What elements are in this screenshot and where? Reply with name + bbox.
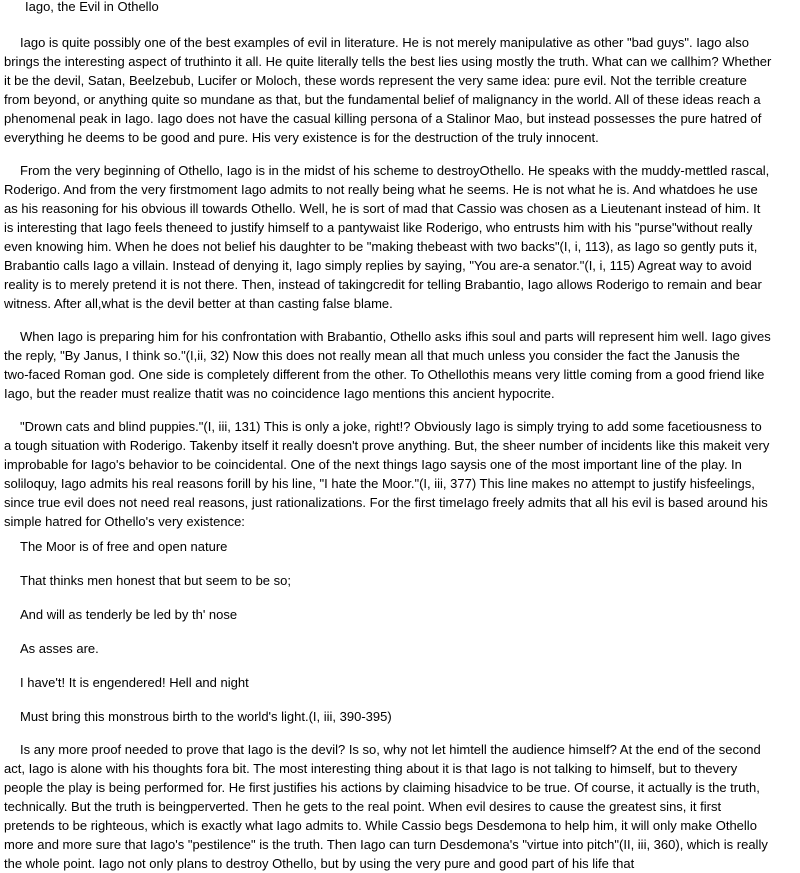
paragraph-line: as his reasoning for his obvious ill towards Othello. Well, he is sort of mad that Cassio was chosen as a Lieutenant instead of him. It — [4, 201, 761, 216]
paragraph-line: Is any more proof needed to prove that Iago is the devil? Is so, why not let himtell the audience himself? At the end of the second — [20, 742, 761, 757]
paragraph-line: pretends to be righteous, which is exactly what Iago admits to. While Cassio begs Desdemona to help him, it will only make Othello — [4, 818, 757, 833]
paragraph-line: since true evil does not need real reasons, just rationalizations. For the first timeIago freely admits that all his evil is based around his — [4, 495, 768, 510]
paragraph-line: act, Iago is alone with his thoughts fora bit. The most interesting thing about it is that Iago is not talking to himself, but to thevery — [4, 761, 738, 776]
paragraph-line: Iago, but the reader must realize thatit was no coincidence Iago mentions this ancient hypocrite. — [4, 386, 555, 401]
paragraph-line: witness. After all,what is the devil better at than casting false blame. — [4, 296, 393, 311]
paragraph-line: the reply, "By Janus, I think so."(I,ii, 32) Now this does not really mean all that much unless you consider the fact the Janusis the — [4, 348, 740, 363]
paragraph-4 — [4, 417, 796, 531]
paragraph-line: "Drown cats and blind puppies."(I, iii, 131) This is only a joke, right!? Obviously Iago is simply trying to add some facetiousness to — [20, 419, 762, 434]
paragraph-line: a tough situation with Roderigo. Takenby itself it really doesn't prove anything. But, the sheer number of incidents like this makeit very — [4, 438, 770, 453]
paragraph-line: people the play is being performed for. He first justifies his actions by claiming hisadvice to be true. Of course, it actually is the truth, — [4, 780, 760, 795]
paragraph-line: brings the interesting aspect of truthinto it all. He quite literally tells the best lies using mostly the truth. What can we callhim? Whether — [4, 54, 772, 69]
paragraph-line: phenomenal peak in Iago. Iago does not have the casual killing persona of a Stalinor Mao, but instead possesses the pure hatred of — [4, 111, 762, 126]
quoted-verse — [4, 537, 796, 726]
paragraph-1 — [4, 33, 796, 147]
paragraph-2 — [4, 161, 796, 313]
verse-line: I have't! It is engendered! Hell and night — [20, 675, 249, 690]
paragraph-line: soliloquy, Iago admits his real reasons forill by his line, "I hate the Moor."(I, iii, 377) This line makes no attempt to justify hisfeelings, — [4, 476, 755, 491]
paragraph-line: Iago is quite possibly one of the best examples of evil in literature. He is not merely manipulative as other "bad guys". Iago also — [20, 35, 749, 50]
paragraph-line: is interesting that Iago feels theneed to justify himself to a pantywaist like Roderigo, who entrusts him with his "purse"without really — [4, 220, 753, 235]
verse-line: As asses are. — [20, 641, 99, 656]
paragraph-line: Roderigo. And from the very firstmoment Iago admits to not really being what he seems. He is not what he is. And whatdoes he use — [4, 182, 758, 197]
document-title: Iago, the Evil in Othello — [25, 0, 159, 14]
paragraph-line: improbable for Iago's behavior to be coincidental. One of the next things Iago saysis one of the most important line of the play. In — [4, 457, 742, 472]
paragraph-line: reality is to merely pretend it is not there. Then, instead of takingcredit for telling Brabantio, Iago allows Roderigo to remain and bear — [4, 277, 762, 292]
paragraph-line: technically. But the truth is beingperverted. Then he gets to the real point. When evil desires to cause the greatest sins, it first — [4, 799, 722, 814]
verse-line: The Moor is of free and open nature — [20, 539, 228, 554]
paragraph-line: more and more sure that Iago's "pestilence" is the truth. Then Iago can turn Desdemona's "virtue into pitch"(II, iii, 360), which is really — [4, 837, 768, 852]
document — [4, 0, 796, 873]
essay-body — [4, 33, 796, 531]
verse-line: That thinks men honest that but seem to be so; — [20, 573, 291, 588]
paragraph-line: from beyond, or anything quite so mundane as that, but the fundamental belief of malignancy in the world. All of these ideas reach a — [4, 92, 761, 107]
paragraph-line: When Iago is preparing him for his confrontation with Brabantio, Othello asks ifhis soul and parts will represent him well. Iago gives — [20, 329, 771, 344]
paragraph-line: Brabantio calls Iago a villain. Instead of denying it, Iago simply replies by saying, "You are-a senator."(I, i, 115) Agreat way to avoid — [4, 258, 752, 273]
paragraph-line: even knowing him. When he does not belief his daughter to be "making thebeast with two backs"(I, i, 113), as Iago so gently puts it, — [4, 239, 758, 254]
paragraph-line: the whole point. Iago not only plans to destroy Othello, but by using the very pure and good part of his life that — [4, 856, 635, 871]
paragraph-line: simple hatred for Othello's very existence: — [4, 514, 245, 529]
paragraph-line: two-faced Roman god. One side is completely different from the other. To Othellothis means very little coming from a good friend like — [4, 367, 765, 382]
paragraph-line: everything he deems to be good and pure. His very existence is for the destruction of the truly innocent. — [4, 130, 599, 145]
verse-line: And will as tenderly be led by th' nose — [20, 607, 238, 622]
paragraph-final — [4, 740, 796, 873]
paragraph-line: From the very beginning of Othello, Iago is in the midst of his scheme to destroyOthello. He speaks with the muddy-mettled rascal, — [20, 163, 770, 178]
paragraph-3 — [4, 327, 796, 403]
paragraph-line: it be the devil, Satan, Beelzebub, Lucifer or Moloch, these words represent the very same idea: pure evil. Not the terrible creature — [4, 73, 747, 88]
verse-line: Must bring this monstrous birth to the world's light.(I, iii, 390-395) — [20, 709, 392, 724]
